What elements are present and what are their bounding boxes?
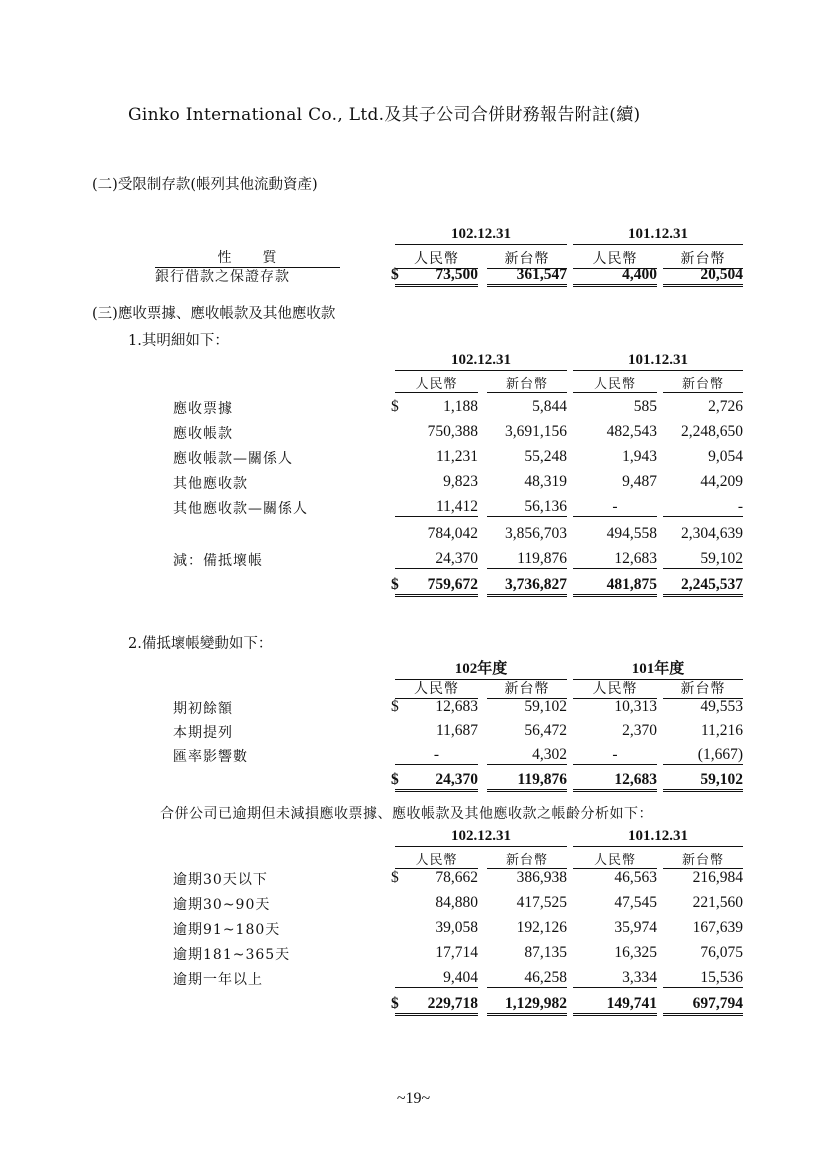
currency-header-rmb: 人民幣 (395, 678, 478, 699)
currency-header-rmb: 人民幣 (573, 849, 657, 869)
row-label: 逾期91~180天 (173, 922, 281, 938)
value-cell: 78,662 (435, 869, 478, 886)
value-cell: 48,319 (524, 473, 567, 490)
value-cell: 84,880 (435, 894, 478, 911)
row-label: 逾期一年以上 (173, 972, 263, 988)
value-cell: 39,058 (435, 919, 478, 936)
page-number: ~19~ (396, 1090, 431, 1107)
value-cell: - (573, 498, 657, 517)
value-cell: 46,563 (614, 869, 657, 886)
currency-header-ntd: 新台幣 (663, 678, 743, 699)
value-cell: 47,545 (614, 894, 657, 911)
period-header-prior: 101.12.31 (573, 226, 743, 245)
value-cell: 11,231 (435, 448, 478, 465)
value-cell: 59,102 (524, 698, 567, 715)
value-cell: 5,844 (532, 398, 567, 415)
value-cell: 9,404 (395, 969, 478, 988)
total-cell: 59,102 (663, 771, 743, 792)
value-cell: 221,560 (692, 894, 743, 911)
value-cell: 56,136 (487, 498, 567, 517)
dollar-sign: $ (391, 398, 399, 415)
value-cell: 15,536 (663, 969, 743, 988)
value-cell: 9,487 (622, 473, 657, 490)
total-cell: 12,683 (573, 771, 657, 792)
value-cell: 4,302 (487, 746, 567, 765)
row-label: 應收帳款 (173, 426, 233, 442)
currency-header-rmb: 人民幣 (573, 248, 657, 269)
dollar-sign: $ (391, 698, 399, 715)
value-cell: 87,135 (524, 944, 567, 961)
currency-header-ntd: 新台幣 (487, 678, 567, 699)
value-cell: 10,313 (614, 698, 657, 715)
nature-header: 性 質 (155, 247, 340, 268)
subheading-details: 1.其明細如下： (128, 333, 229, 349)
value-cell: 482,543 (606, 423, 657, 440)
value-cell: 386,938 (516, 869, 567, 886)
row-label: 其他應收款 (173, 476, 248, 492)
value-cell: 11,687 (435, 722, 478, 739)
value-cell: 17,714 (435, 944, 478, 961)
value-cell: 76,075 (700, 944, 743, 961)
value-cell: 16,325 (614, 944, 657, 961)
value-cell: 3,691,156 (505, 423, 567, 440)
dollar-sign: $ (391, 771, 399, 788)
total-cell: 1,129,982 (487, 995, 567, 1016)
row-label: 逾期181~365天 (173, 947, 291, 963)
row-label: 本期提列 (173, 725, 233, 741)
row-label-allowance: 減：備抵壞帳 (173, 553, 263, 569)
value-cell: 46,258 (487, 969, 567, 988)
value-cell: 55,248 (524, 448, 567, 465)
currency-header-rmb: 人民幣 (395, 849, 478, 869)
dollar-sign: $ (391, 869, 399, 886)
value-cell: 1,943 (622, 448, 657, 465)
row-label: 匯率影響數 (173, 749, 248, 765)
value-cell: 216,984 (692, 869, 743, 886)
total-cell: 481,875 (573, 576, 657, 597)
value-cell: 12,683 (435, 698, 478, 715)
currency-header-rmb: 人民幣 (395, 373, 478, 393)
row-label: 逾期30~90天 (173, 897, 271, 913)
value-cell: 11,412 (395, 498, 478, 517)
value-cell: 44,209 (700, 473, 743, 490)
currency-header-ntd: 新台幣 (663, 373, 743, 393)
period-header-prior: 101.12.31 (573, 828, 743, 847)
value-cell: 9,054 (708, 448, 743, 465)
period-header-current: 102年度 (395, 657, 567, 680)
period-header-current: 102.12.31 (395, 226, 567, 245)
value-cell: 11,216 (700, 722, 743, 739)
value-cell: 2,248,650 (681, 423, 743, 440)
total-cell: 3,736,827 (487, 576, 567, 597)
value-cell: 585 (633, 398, 657, 415)
currency-header-ntd: 新台幣 (663, 248, 743, 269)
value-cell: 167,639 (692, 919, 743, 936)
total-cell: 697,794 (663, 995, 743, 1016)
row-label: 銀行借款之保證存款 (155, 269, 290, 285)
currency-header-ntd: 新台幣 (487, 248, 567, 269)
currency-header-ntd: 新台幣 (663, 849, 743, 869)
value-cell: 2,726 (708, 398, 743, 415)
value-cell: - (663, 498, 743, 517)
row-label: 其他應收款—關係人 (173, 501, 308, 517)
subtotal-cell: 784,042 (427, 525, 478, 542)
section-heading-receivables: (三)應收票據、應收帳款及其他應收款 (92, 306, 336, 322)
currency-header-rmb: 人民幣 (573, 678, 657, 699)
total-cell: 119,876 (487, 771, 567, 792)
dollar-sign: $ (391, 995, 399, 1012)
total-cell: 2,245,537 (663, 576, 743, 597)
total-cell: 759,672 (395, 576, 478, 597)
value-cell: 3,334 (573, 969, 657, 988)
period-header-current: 102.12.31 (395, 352, 567, 371)
total-cell: 24,370 (395, 771, 478, 792)
value-cell: 49,553 (700, 698, 743, 715)
row-label: 期初餘額 (173, 701, 233, 717)
period-header-current: 102.12.31 (395, 828, 567, 847)
aging-intro: 合併公司已逾期但未減損應收票據、應收帳款及其他應收款之帳齡分析如下： (160, 806, 653, 822)
value-cell: 73,500 (395, 266, 478, 287)
value-cell: 20,504 (663, 266, 743, 287)
value-cell: 192,126 (516, 919, 567, 936)
subtotal-cell: 494,558 (606, 525, 657, 542)
dollar-sign: $ (391, 576, 399, 593)
subtotal-cell: 3,856,703 (505, 525, 567, 542)
dollar-sign: $ (391, 266, 399, 283)
allowance-cell: 119,876 (487, 550, 567, 569)
value-cell: 35,974 (614, 919, 657, 936)
value-cell: 2,370 (622, 722, 657, 739)
currency-header-rmb: 人民幣 (573, 373, 657, 393)
value-cell: (1,667) (663, 746, 743, 765)
total-cell: 229,718 (395, 995, 478, 1016)
value-cell: 1,188 (443, 398, 478, 415)
row-label: 逾期30天以下 (173, 872, 268, 888)
currency-header-ntd: 新台幣 (487, 373, 567, 393)
value-cell: - (573, 746, 657, 765)
currency-header-rmb: 人民幣 (395, 248, 478, 269)
value-cell: 750,388 (427, 423, 478, 440)
page-title: Ginko International Co., Ltd.及其子公司合併財務報告附註(續) (128, 105, 641, 125)
value-cell: 56,472 (524, 722, 567, 739)
row-label: 應收票據 (173, 401, 233, 417)
value-cell: 4,400 (573, 266, 657, 287)
allowance-cell: 12,683 (573, 550, 657, 569)
section-heading-restricted-deposits: (二)受限制存款(帳列其他流動資產) (92, 177, 318, 193)
allowance-cell: 24,370 (395, 550, 478, 569)
value-cell: 9,823 (443, 473, 478, 490)
row-label: 應收帳款—關係人 (173, 451, 293, 467)
value-cell: 361,547 (487, 266, 567, 287)
subheading-allowance-movement: 2.備抵壞帳變動如下： (128, 636, 273, 652)
value-cell: 417,525 (516, 894, 567, 911)
allowance-cell: 59,102 (663, 550, 743, 569)
total-cell: 149,741 (573, 995, 657, 1016)
period-header-prior: 101年度 (573, 657, 743, 680)
subtotal-cell: 2,304,639 (681, 525, 743, 542)
currency-header-ntd: 新台幣 (487, 849, 567, 869)
value-cell: - (395, 746, 478, 765)
period-header-prior: 101.12.31 (573, 352, 743, 371)
